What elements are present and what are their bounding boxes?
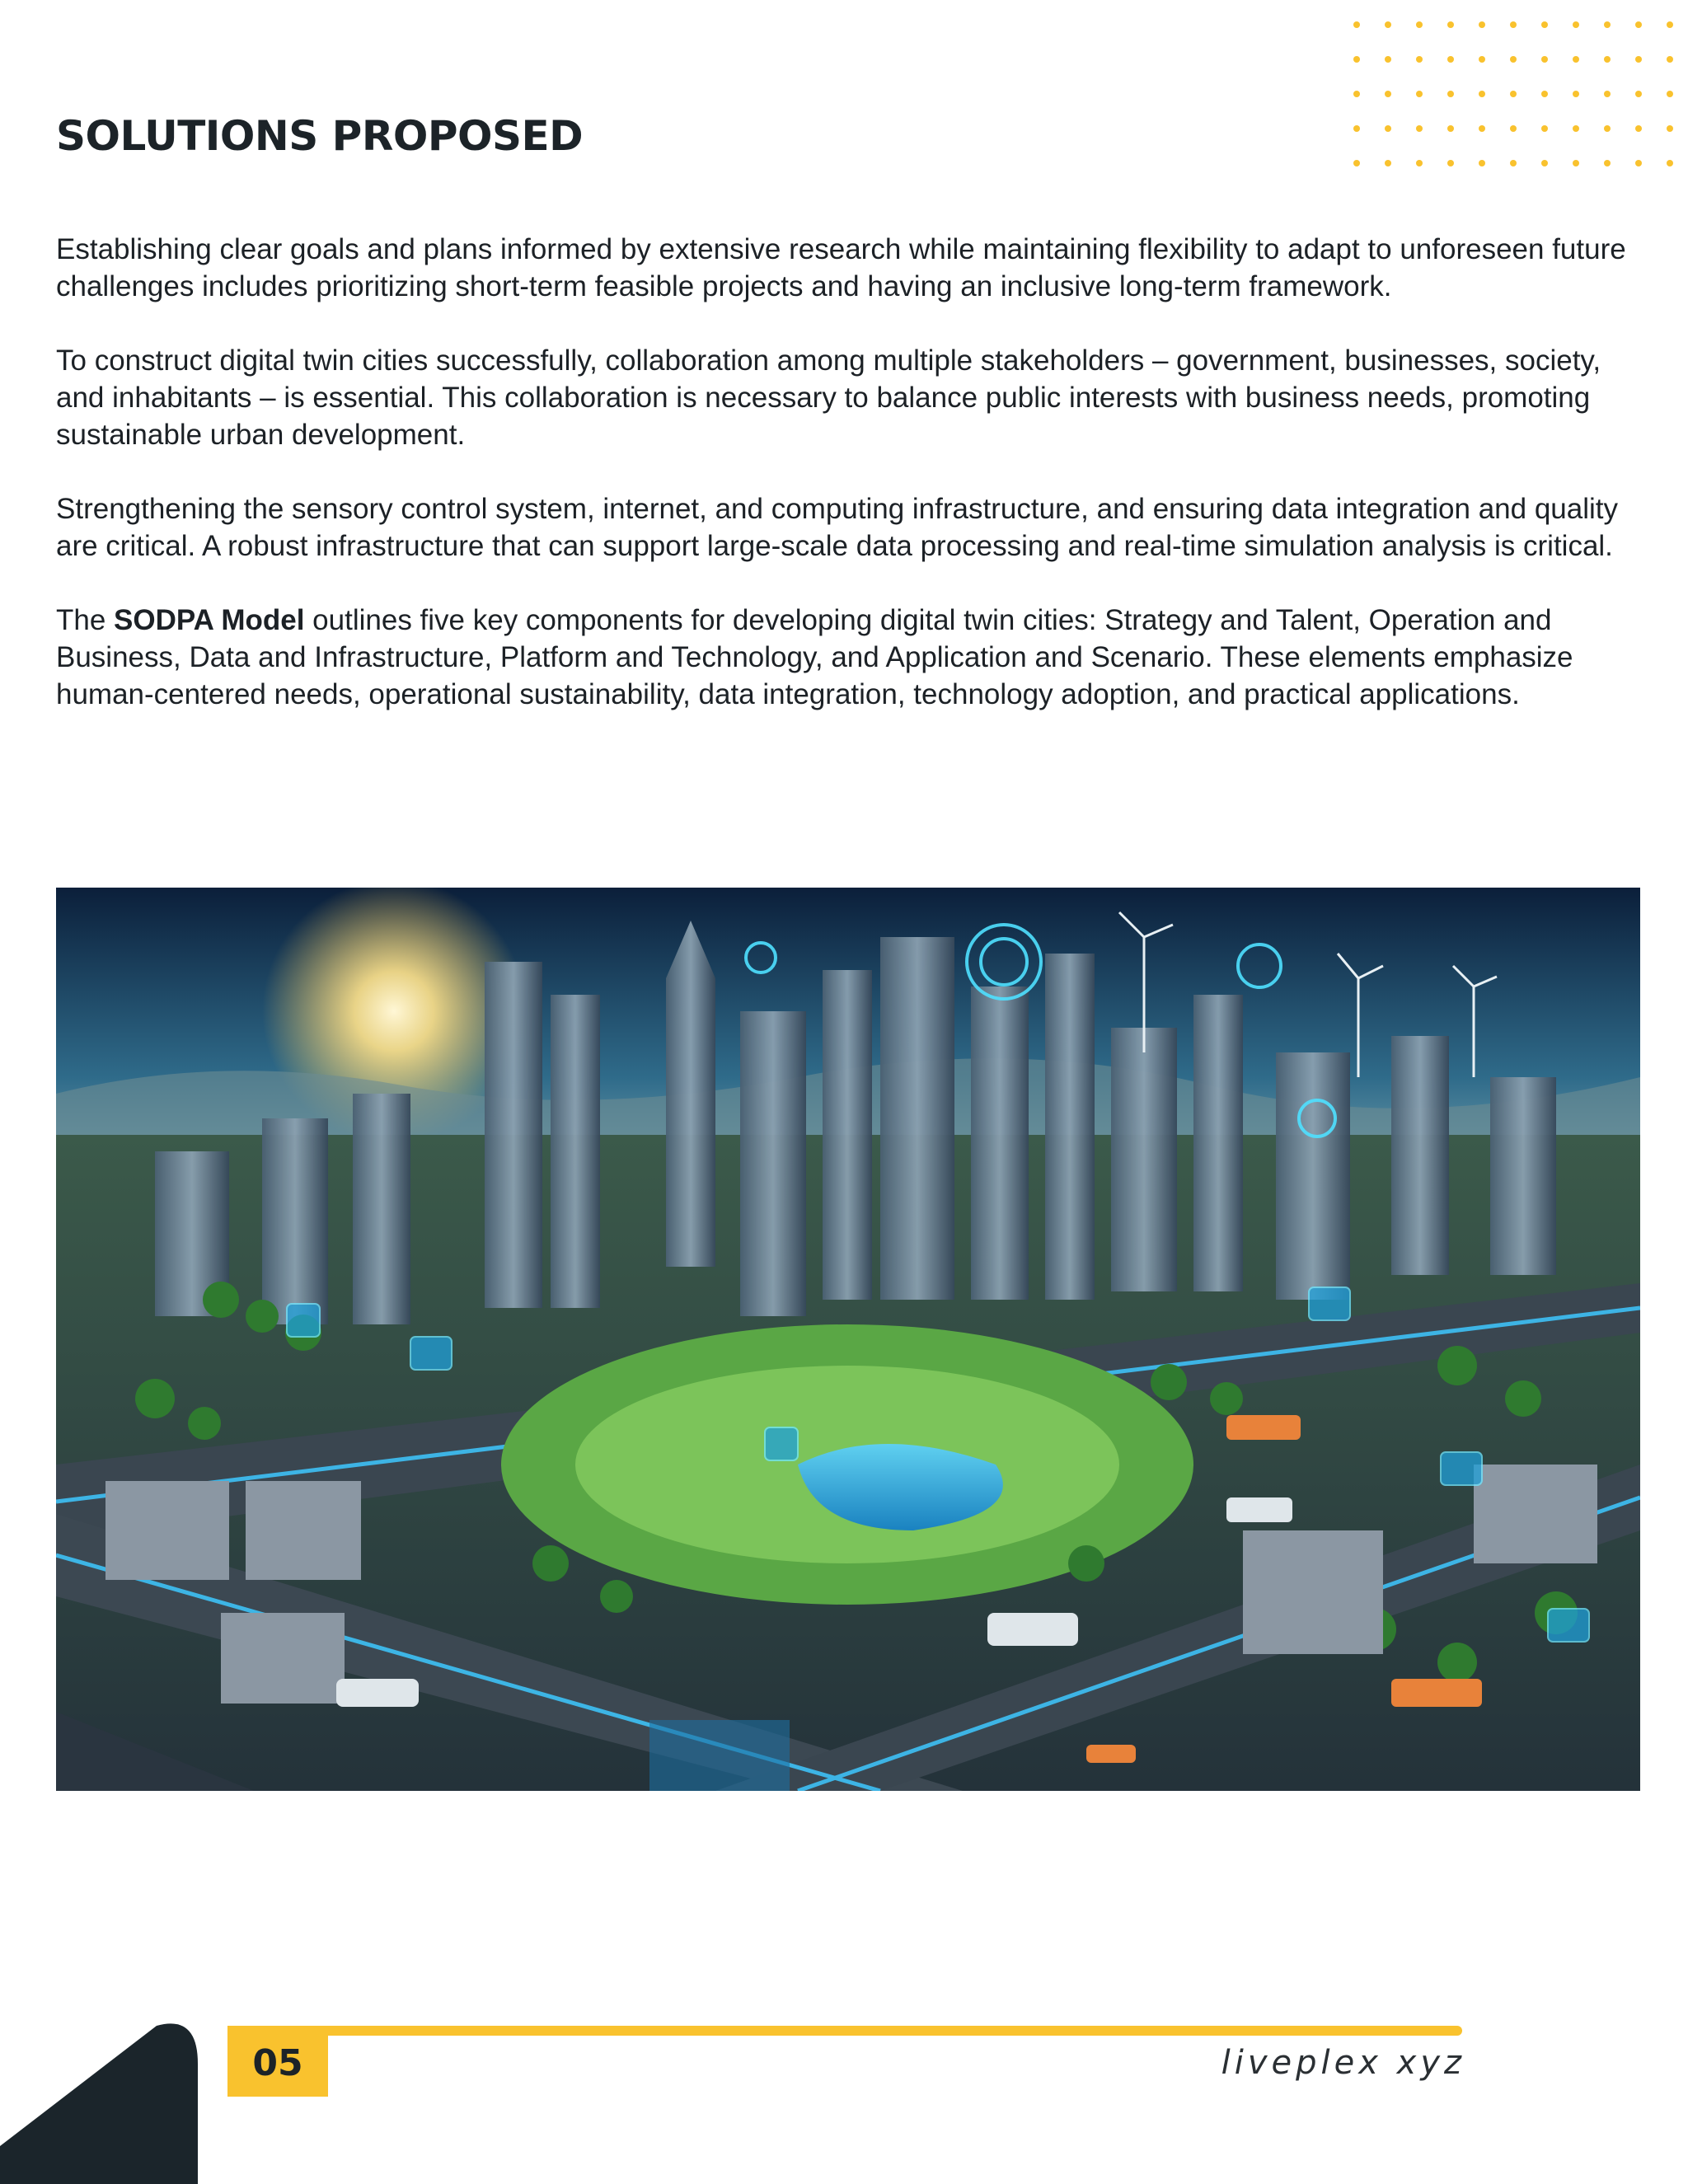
decorative-dot (1541, 125, 1548, 132)
page-title: SOLUTIONS PROPOSED (56, 112, 584, 160)
footer-accent-line (227, 2026, 1462, 2036)
decorative-dot (1667, 91, 1673, 97)
decorative-dot (1510, 21, 1517, 28)
paragraph-goals: Establishing clear goals and plans informed by extensive research while maintaining flexibility to adapt to unforeseen future challenges includes prioritizing short-term feasible projects and having an inclusive long-term framework. (56, 233, 1626, 302)
decorative-dot (1416, 91, 1423, 97)
decorative-dot (1353, 125, 1360, 132)
decorative-dot (1510, 125, 1517, 132)
decorative-dot (1385, 160, 1391, 166)
decorative-dot (1353, 91, 1360, 97)
decorative-dot (1541, 91, 1548, 97)
decorative-dot (1573, 91, 1579, 97)
decorative-dot (1541, 21, 1548, 28)
decorative-dot (1510, 56, 1517, 63)
sodpa-description: outlines five key components for developing digital twin cities: Strategy and Talent, Operation and Business, Data and Infrastructure, Platform and Technology, and Application and Scenario. These elements emphasize human-centered needs, operational sustainability, data integration, technology adoption, and practical applications. (56, 604, 1573, 710)
decorative-dot (1604, 21, 1611, 28)
decorative-dot (1479, 160, 1485, 166)
brand-name: liveplex xyz (1221, 2044, 1465, 2082)
decorative-dot (1604, 125, 1611, 132)
decorative-dot (1573, 160, 1579, 166)
smart-city-image (56, 888, 1640, 1791)
paragraph-sodpa-model (56, 602, 1647, 713)
decorative-dot (1353, 160, 1360, 166)
decorative-dot (1385, 91, 1391, 97)
decorative-dot (1635, 91, 1642, 97)
decorative-dot (1635, 21, 1642, 28)
sodpa-model-name: SODPA Model (114, 604, 305, 636)
decorative-dot (1635, 160, 1642, 166)
decorative-dot (1385, 56, 1391, 63)
decorative-dot (1385, 125, 1391, 132)
paragraph-collaboration: To construct digital twin cities successfully, collaboration among multiple stakeholders – government, businesses, society, and inhabitants – is essential. This collaboration is necessary to balance public interests with business needs, promoting sustainable urban development. (56, 344, 1601, 451)
decorative-dot (1541, 160, 1548, 166)
decorative-dot (1635, 56, 1642, 63)
decorative-dot (1447, 160, 1454, 166)
decorative-dot (1604, 91, 1611, 97)
decorative-dot (1635, 125, 1642, 132)
decorative-dot (1667, 160, 1673, 166)
decorative-dot (1510, 160, 1517, 166)
decorative-dot (1667, 21, 1673, 28)
decorative-dot (1416, 125, 1423, 132)
decorative-dot (1447, 56, 1454, 63)
decorative-dot (1479, 21, 1485, 28)
smart-city-illustration (56, 888, 1640, 1791)
decorative-dot (1510, 91, 1517, 97)
decorative-dot (1353, 56, 1360, 63)
decorative-dot (1416, 56, 1423, 63)
decorative-dot (1573, 56, 1579, 63)
page-number: 05 (227, 2031, 328, 2097)
decorative-dot (1604, 56, 1611, 63)
decorative-dot (1573, 125, 1579, 132)
decorative-dot (1541, 56, 1548, 63)
decorative-dot (1353, 21, 1360, 28)
decorative-dot (1667, 56, 1673, 63)
decorative-dot-grid (1348, 20, 1686, 170)
decorative-dot (1416, 160, 1423, 166)
decorative-dot (1447, 125, 1454, 132)
decorative-dot (1447, 91, 1454, 97)
corner-decoration (0, 2022, 198, 2184)
decorative-dot (1479, 91, 1485, 97)
decorative-dot (1416, 21, 1423, 28)
decorative-dot (1479, 56, 1485, 63)
decorative-dot (1447, 21, 1454, 28)
decorative-dot (1573, 21, 1579, 28)
decorative-dot (1667, 125, 1673, 132)
sodpa-lead: The (56, 604, 115, 636)
paragraph-infrastructure: Strengthening the sensory control system, internet, and computing infrastructure, and ensuring data integration and quality are critical. A robust infrastructure that can support large-scale data processing and real-time simulation analysis is critical. (56, 493, 1619, 562)
decorative-dot (1479, 125, 1485, 132)
decorative-dot (1385, 21, 1391, 28)
body-text (56, 231, 1647, 750)
decorative-dot (1604, 160, 1611, 166)
